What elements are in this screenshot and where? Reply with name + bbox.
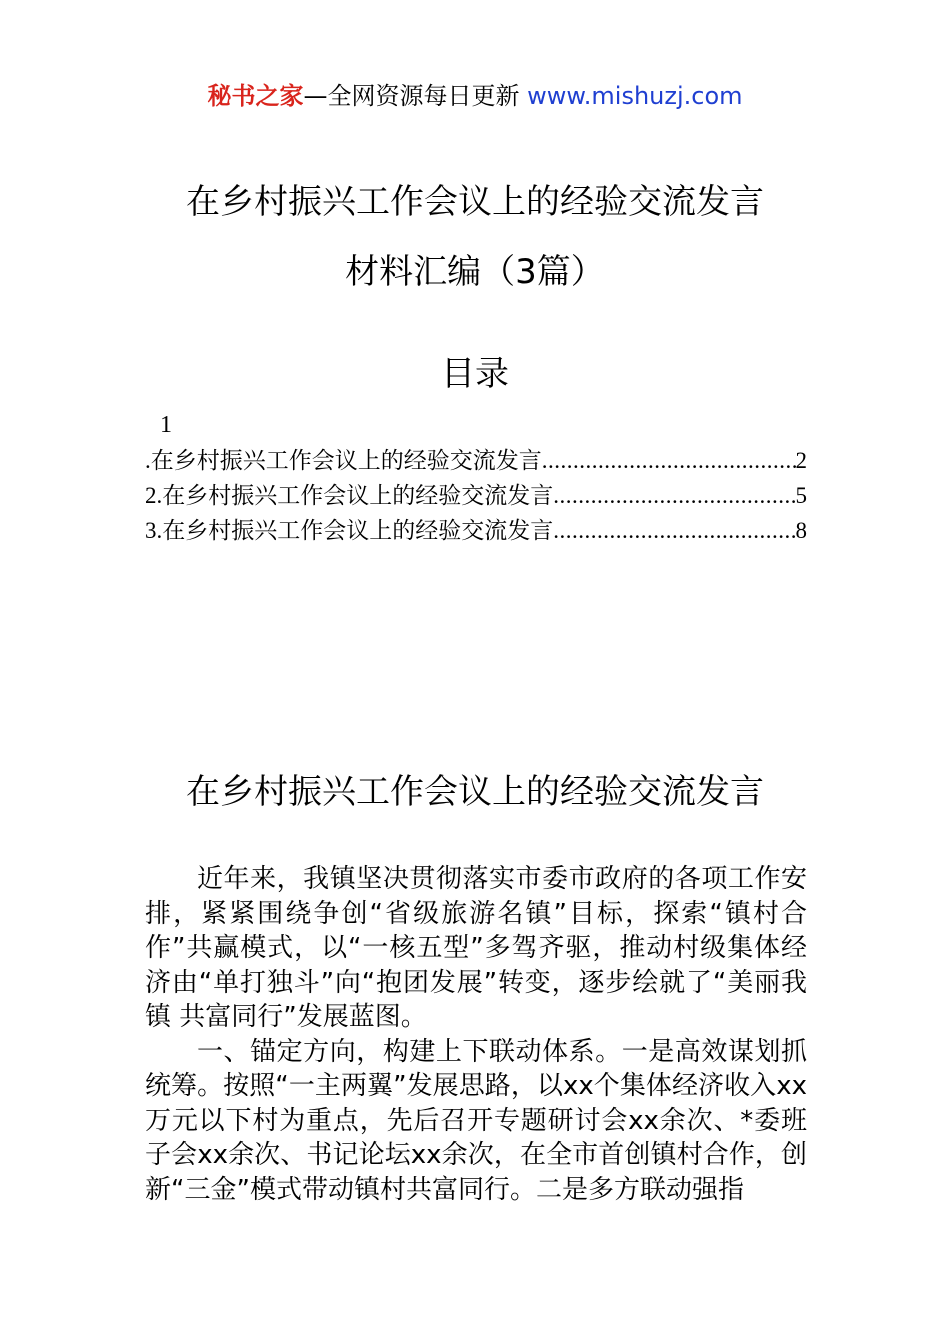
site-header <box>0 80 950 112</box>
document-title-line-1: 在乡村振兴工作会议上的经验交流发言 <box>186 182 764 222</box>
section-title: 在乡村振兴工作会议上的经验交流发言 <box>186 772 764 812</box>
toc-item-page: 8 <box>795 518 807 543</box>
toc-item-page: 2 <box>795 448 807 473</box>
toc-heading: 目录 <box>441 354 509 394</box>
toc-item-label: 在乡村振兴工作会议上的经验交流发言 <box>162 518 554 544</box>
toc-item-page: 5 <box>795 483 807 508</box>
toc-item-number: 2. <box>145 483 163 508</box>
toc-item[interactable] <box>145 444 807 478</box>
site-url-link[interactable]: www.mishuzj.com <box>527 82 743 110</box>
toc-item-number: . <box>145 448 151 473</box>
toc-item-label: 在乡村振兴工作会议上的经验交流发言 <box>150 448 542 474</box>
body-paragraph: 一、锚定方向，构建上下联动体系。一是高效谋划抓统筹。按照“一主两翼”发展思路，以xx个集体经济收入xx万元以下村为重点，先后召开专题研讨会xx余次、*委班子会xx余次、书记论坛xx余次，在全市首创镇村合作，创新“三金”模式带动镇村共富同行。二是多方联动强指 <box>145 1036 807 1205</box>
section-body <box>145 862 807 1207</box>
toc-item[interactable] <box>145 514 807 548</box>
toc-item[interactable] <box>145 479 807 513</box>
toc-leader-dots <box>542 444 796 478</box>
body-paragraph: 近年来，我镇坚决贯彻落实市委市政府的各项工作安排，紧紧围绕争创“省级旅游名镇”目标，探索“镇村合作”共赢模式，以“一核五型”多驾齐驱，推动村级集体经济由“单打独斗”向“抱团发展”转变，逐步绘就了“美丽我镇 共富同行”发展蓝图。 <box>145 864 807 1032</box>
toc-item-label: 在乡村振兴工作会议上的经验交流发言 <box>162 483 554 509</box>
toc-item-number: 3. <box>145 518 163 543</box>
document-title-line-2: 材料汇编（3篇） <box>345 252 605 292</box>
toc-leader-dots <box>553 479 795 513</box>
brand-name: 秘书之家 <box>207 82 304 110</box>
toc-orphan-number: 1 <box>160 412 172 438</box>
toc-leader-dots <box>553 514 795 548</box>
header-tagline: —全网资源每日更新 <box>303 82 520 110</box>
